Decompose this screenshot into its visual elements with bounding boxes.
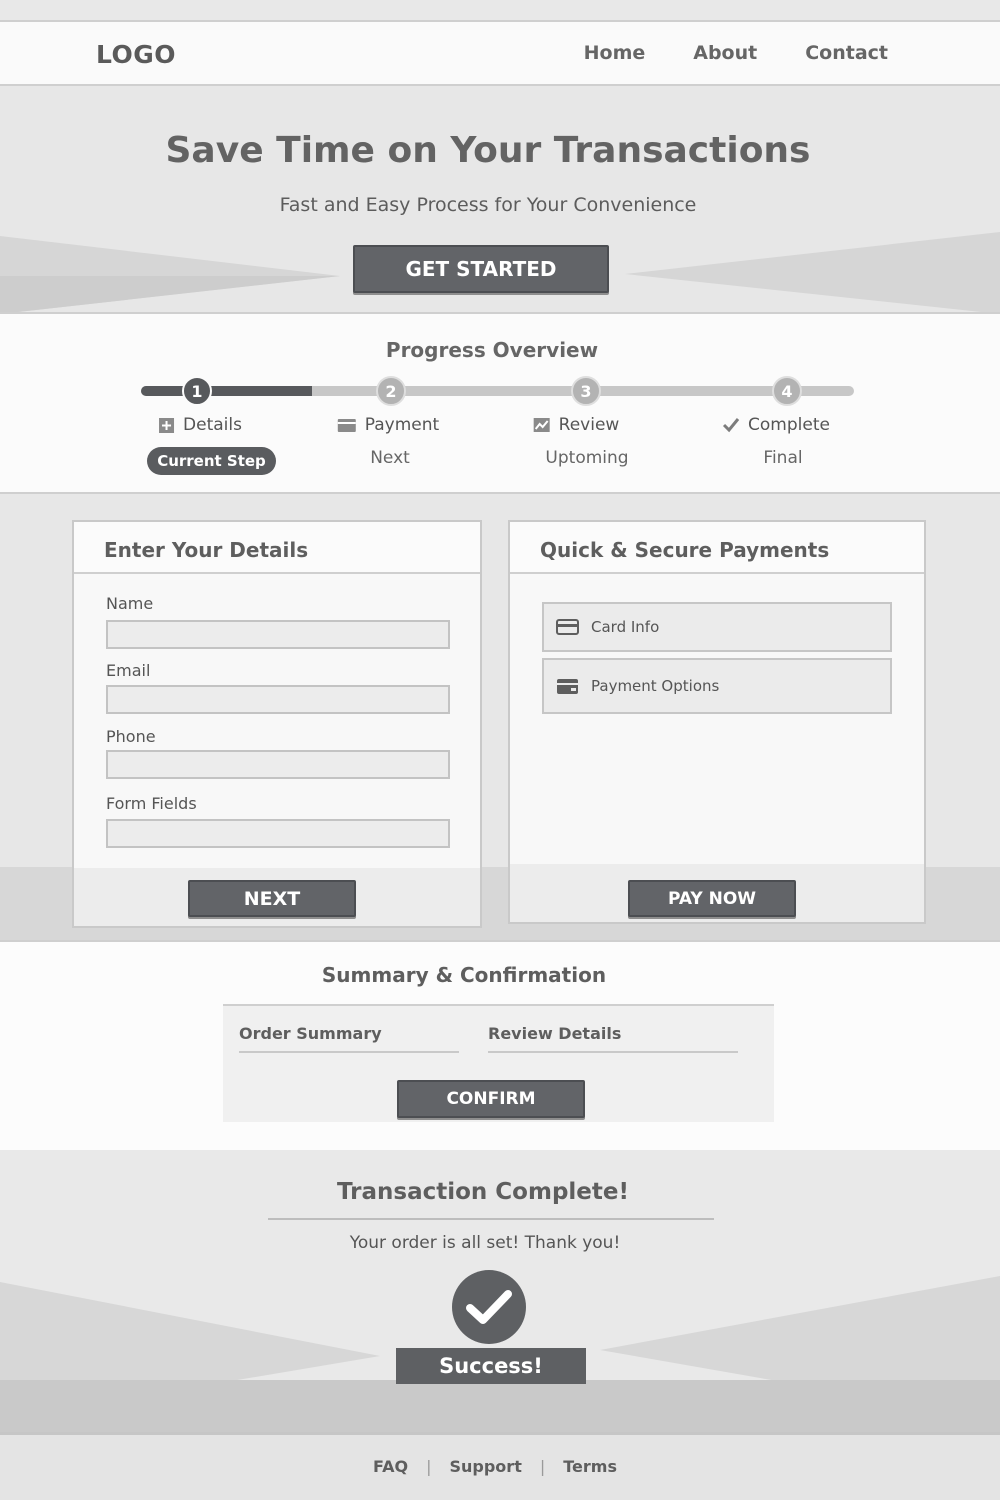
step-3-text: Review [558,415,620,435]
logo[interactable]: LOGO [96,40,177,69]
step-2-status: Next [370,448,410,468]
pay-now-button[interactable]: PAY NOW [628,880,796,917]
nav-contact-link[interactable]: Contact [805,42,888,64]
payments-card-title: Quick & Secure Payments [510,522,924,574]
payments-card [508,520,926,924]
card-icon [337,418,357,433]
summary-section [0,942,1000,1150]
main-nav [584,42,888,64]
current-step-badge: Current Step [147,447,276,475]
completion-bottom-band [0,1380,1000,1432]
email-field[interactable] [106,685,450,714]
step-4-status: Final [763,448,803,468]
summary-box [223,1004,774,1122]
completion-title: Transaction Complete! [337,1179,629,1205]
footer-faq-link[interactable]: FAQ [373,1457,409,1476]
hero-section [0,86,1000,314]
step-1-label [158,415,242,435]
checkmark-icon [722,417,740,433]
name-field[interactable] [106,620,450,649]
details-card [72,520,482,928]
site-header [0,22,1000,86]
footer-terms-link[interactable]: Terms [563,1457,617,1476]
success-banner: Success! [396,1348,586,1384]
footer-separator: | [539,1457,546,1476]
phone-label: Phone [106,727,156,746]
phone-field[interactable] [106,750,450,779]
completion-message: Your order is all set! Thank you! [349,1233,621,1253]
form-fields-label: Form Fields [106,794,197,813]
form-fields-input[interactable] [106,819,450,848]
wallet-icon [556,678,579,695]
step-2-label [337,415,439,435]
progress-title: Progress Overview [385,338,599,362]
forms-section [0,494,1000,942]
progress-fill [141,386,312,396]
step-1-marker[interactable]: 1 [182,376,212,406]
success-check-icon [452,1270,526,1344]
step-3-marker[interactable]: 3 [571,376,601,406]
step-4-label [722,415,830,435]
next-button[interactable]: NEXT [188,880,356,917]
footer-support-link[interactable]: Support [449,1457,522,1476]
name-label: Name [106,594,154,613]
card-info-label: Card Info [591,618,660,636]
summary-title: Summary & Confirmation [321,963,607,987]
hero-subtitle: Fast and Easy Process for Your Convenience [279,194,697,216]
confirm-button[interactable]: CONFIRM [397,1080,585,1118]
site-footer [0,1432,1000,1500]
footer-separator: | [426,1457,432,1476]
completion-divider [268,1218,714,1220]
order-summary-tab[interactable]: Order Summary [239,1024,459,1053]
step-2-text: Payment [364,415,440,435]
footer-links [0,1457,990,1476]
review-details-tab[interactable]: Review Details [488,1024,738,1053]
email-label: Email [106,661,151,680]
details-card-title: Enter Your Details [74,522,480,574]
top-strip [0,0,1000,22]
progress-overview [0,314,1000,494]
get-started-button[interactable]: GET STARTED [353,245,609,293]
step-1-text: Details [183,415,242,435]
step-2-marker[interactable]: 2 [376,376,406,406]
step-4-text: Complete [748,415,830,435]
hero-title: Save Time on Your Transactions [165,130,811,171]
step-4-marker[interactable]: 4 [772,376,802,406]
chart-icon [533,417,551,433]
nav-home-link[interactable]: Home [583,42,646,64]
payment-options-label: Payment Options [591,677,720,695]
nav-about-link[interactable]: About [693,42,758,64]
completion-section [0,1150,1000,1432]
step-3-label [533,415,620,435]
progress-track [141,386,854,396]
payment-options-option[interactable] [542,658,892,714]
credit-card-icon [556,619,579,635]
step-3-status: Uptoming [545,448,629,468]
card-info-option[interactable] [542,602,892,652]
plus-square-icon [158,417,175,434]
